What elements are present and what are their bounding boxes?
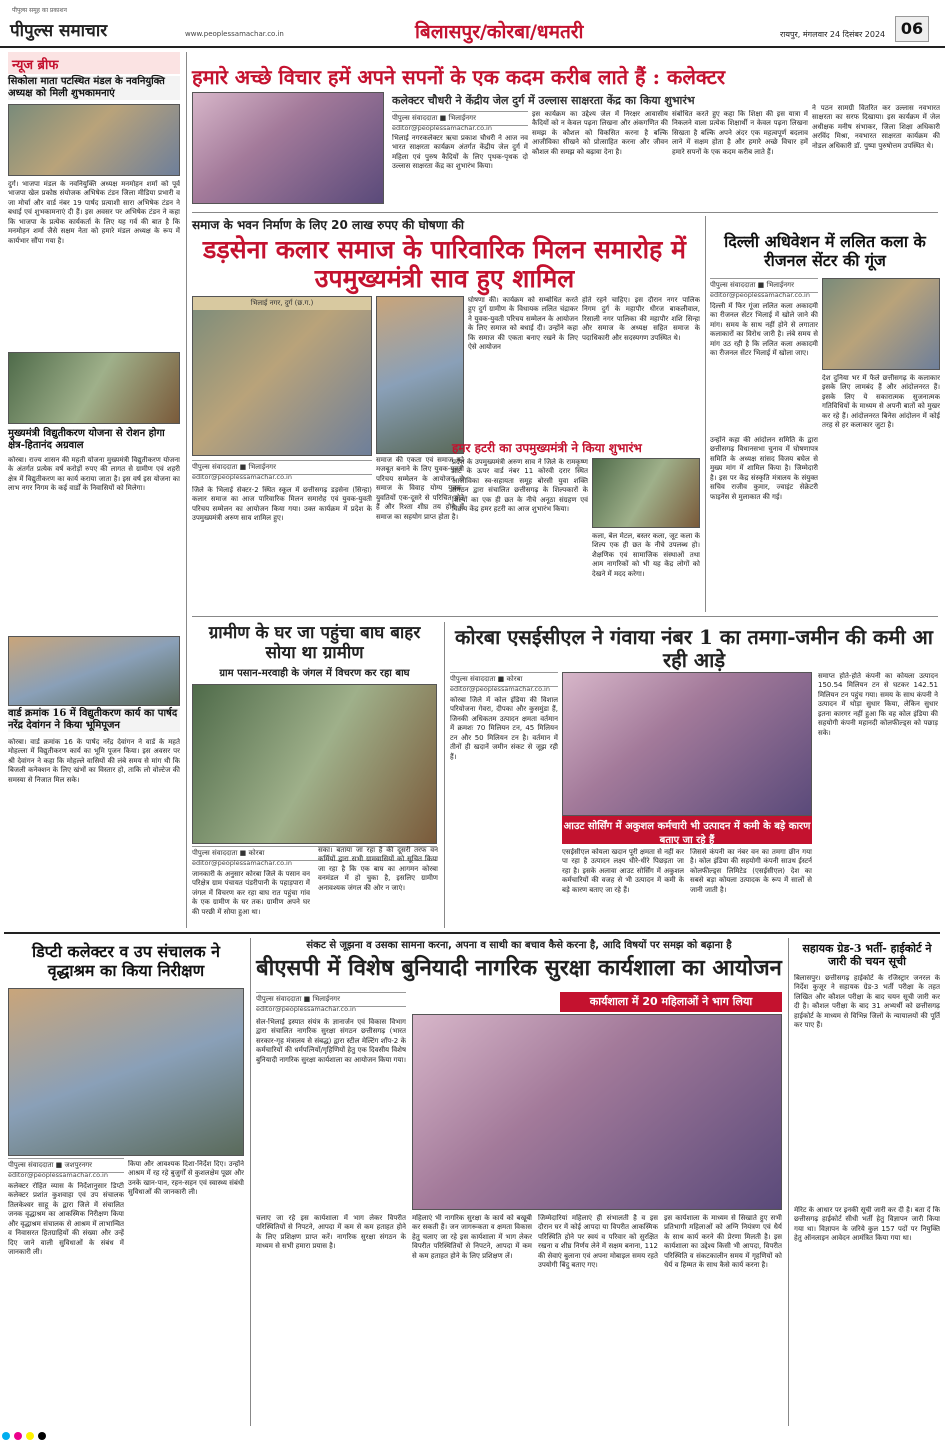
newspaper-logo: पीपुल्स समाचार [10,21,108,41]
lead-body-col3: संबोधित करते हुए कहा कि शिक्षा की इस यात्रा में निकलने वाला प्रत्येक शिक्षार्थी न केवल पढ़ना लिखना सिखता है बल्कि अपने अंदर एक महत्वपूर्ण बदलाव लाने में सक्षम होता है और हमारे अच्छे विचार हमें हमारे सपनों के एक कदम करीब लाते हैं। [672,110,808,156]
lead-byline: पीपुल्स संवाददाता [392,114,438,122]
family-kicker: समाज के भवन निर्माण के लिए 20 लाख रुपए की घोषणा की [192,218,465,232]
bsp-place: भिलाईनगर [312,995,340,1003]
oldage-email[interactable]: editor@peoplessamachar.co.in [8,1171,108,1179]
column-divider-5 [788,938,789,1426]
section-rule [192,212,938,213]
secl-email[interactable]: editor@peoplessamachar.co.in [450,685,550,693]
tiger-body-col2: सका। बताया जा रहा है की दूसरी तरफ वन कर्मियों द्वारा सभी ग्रामवासियों को सूचित किया जा रहा है कि एक बाघ का आगमन कोरबा वनमंडल में हो चुका है, इसलिए ग्रामीण अनावश्यक जंगल की ओर न जाएं। [318,846,438,892]
bsp-photo [412,1014,782,1210]
cyan-mark [2,1432,10,1440]
lead-byline-row: पीपुल्स संवाददाता ■ भिलाईनगर [392,111,528,126]
brief-item2-title: मुख्यमंत्री विद्युतीकरण योजना से रोशन होगा क्षेत्र-हितानंद अग्रवाल [8,428,165,451]
site-url[interactable]: www.peoplessamachar.co.in [185,30,284,38]
tiger-byline: पीपुल्स संवाददाता [192,849,238,857]
tiger-place: कोरबा [248,849,265,857]
delhi-email[interactable]: editor@peoplessamachar.co.in [710,291,810,299]
secl-place: कोरबा [506,675,523,683]
family-photo-2 [376,296,464,454]
brief-item1-title: सिकोला माता पटस्थित मंडल के नवनियुक्ति अध्यक्ष को मिली शुभकामनाएं [8,76,180,100]
family-body-col1: जिले के भिलाई सेक्टर-2 स्थित स्कूल में छत्तीसगढ़ डड़सेना (सिन्हा) कलार समाज का आज पारिवारिक मिलन समारोह एवं युवक-युवती परिचय सम्मेलन का आयोजन किया गया। उक्त कार्यक्रम में प्रदेश के उपमुख्यमंत्री अरुण साव शामिल हुए। [192,486,372,523]
bsp-sub-bar: कार्यशाला में 20 महिलाओं ने भाग लिया [560,992,782,1012]
column-divider-4 [250,938,251,1426]
bsp-email[interactable]: editor@peoplessamachar.co.in [256,1005,356,1013]
hc-body-1: बिलासपुर। छत्तीसगढ़ हाईकोर्ट के रजिस्ट्रार जनरल के निर्देश कुजूर ने सहायक ग्रेड-3 भर्ती परीक्षा के तहत लिखित और कौशल परीक्षा के बाद चयन सूची जारी कर दी है। कौशल परीक्षा के बाद 31 अभ्यर्थी को छत्तीसगढ़ हाईकोर्ट के माध्यम से विभिन्न जिलों के न्यायालयों की पूर्ति कर पाए हैं। [794,974,940,1030]
city-edition: बिलासपुर/कोरबा/धमतरी [415,21,584,43]
lead-headline: हमारे अच्छे विचार हमें अपने सपनों के एक कदम करीब लाते हैं : कलेक्टर [192,65,726,89]
page-number: 06 [895,16,929,42]
column-divider-3 [444,622,445,928]
delhi-byline-row: पीपुल्स संवाददाता ■ भिलाईनगर [710,278,818,293]
brief-header: न्यूज ब्रीफ [12,58,59,73]
family-body-col3: घोषणा की। कार्यक्रम को सम्बोधित करते हुए दुर्ग ग्रामीण के विधायक ललित चंद्राकर ने युवक-युवती परिचय सम्मेलन के आयोजन के लिए समाज को बधाई दी। उन्होंने कहा कि समाज की एकता बनाए रखने के लिए ऐसे आयोजन [468,296,578,352]
hc-headline: सहायक ग्रेड-3 भर्ती- हाईकोर्ट ने जारी की चयन सूची [802,942,932,969]
oldage-photo [8,988,244,1156]
family-email[interactable]: editor@peoplessamachar.co.in [192,473,292,481]
publisher-tag: पीपुल्स समूह का प्रकाशन [12,7,67,14]
brief-header-box [8,52,180,74]
lead-subhead: कलेक्टर चौधरी ने केंद्रीय जेल दुर्ग में उल्लास साक्षरता केंद्र का किया शुभारंभ [392,94,695,107]
section-rule-2 [192,616,938,617]
masthead [0,0,945,48]
delhi-body-col1: दिल्ली में फिर गूंजा ललित कला अकादमी का रीजनल सेंटर भिलाई में खोले जाने की मांग। समय के साथ नहीं होने से लगातार कलाकारों का विरोध जारी है। लंबे समय से मांग उठ रही है कि ललित कला अकादमी का रीजनल सेंटर भिलाई में खोला जाए। [710,302,818,358]
column-divider [186,52,187,928]
tiger-email[interactable]: editor@peoplessamachar.co.in [192,859,292,867]
family-body-col2: समाज की एकता एवं समाज को मजबूत बनाने के लिए युवक-युवती परिचय सम्मेलन के आयोजन से समाज के विवाह योग्य युवक-युवतियों एक-दूसरे से परिचित होते हैं और रिश्ता शीघ्र तय होने में समाज का सहयोग प्राप्त होता है। [376,456,464,521]
column-divider-2 [705,216,706,612]
family-photo [192,296,372,456]
bsp-byline-row: पीपुल्स संवाददाता ■ भिलाईनगर [256,992,406,1007]
bsp-body-col5: इस कार्यशाला के माध्यम से सिखाते हुए सभी प्रतिभागी महिलाओं को अग्नि नियंत्रण एवं धैर्य के साथ कार्य करने की प्रेरणा मिलती है। इस कार्यशाला का उद्देश्य किसी भी आपदा, विपरीत परिस्थिति व संकटकालीन समय में गृहणियों को धैर्य व हिम्मत के साथ कैसे कार्य करना है। [664,1214,782,1270]
delhi-headline: दिल्ली अधिवेशन में ललित कला के रीजनल सेंटर की गूंज [724,232,926,271]
brief-item1-body: दुर्ग। भाजपा मंडल के नवनियुक्ति अध्यक्ष मनमोहन शर्मा को पूर्व भाजपा खेल प्रकोष्ठ संयोजक अभिषेक टंडन जिला मीडिया प्रभारी व जा मोर्चा और वार्ड नंबर 19 पार्षद प्रत्याशी सारा अभिषेक टंडन ने बधाई एवं शुभकामनाएं दी हैं। इस अवसर पर अभिषेक टंडन ने कहा कि भाजपा के प्रत्येक कार्यकर्ता के लिए यह गर्व की बात है कि मनमोहन शर्मा जैसे सक्षम नेता को हमारे मंडल अध्यक्ष के रूप में कार्यभार सौंपा गया है। [8,180,180,245]
family-body-col4: होते रहने चाहिए। इस दौरान नगर पालिक निगम दुर्ग के महापौर धीरज बाकलीवाल, रिसाली नगर पालिका की महापौर शशि सिन्हा और समाज के अध्यक्ष सहित समाज के पदाधिकारी और सदस्यगण उपस्थित थे। [582,296,700,342]
lead-body-col4: ने पठन सामग्री वितरित कर उल्लास नवभारत साक्षरता का सरफ दिखाया। इस कार्यक्रम में जेल अधीक्षक मनीष संभाकर, जिला शिक्षा अधिकारी अरविंद मिश्रा, नवभारत साक्षरता कार्यक्रम की नोडल अधिकारी डॉ. पुष्पा पुरुषोत्तम उपस्थित थे। [812,104,940,150]
bsp-body-col2: चलाए जा रहे इस कार्यशाला में भाग लेकर विपरीत परिस्थितियों से निपटने, आपदा में कम से कम हताहत होने के लिए प्रशिक्षण प्राप्त करें। नागरिक सुरक्षा संगठन के माध्यम से सभी हमारा प्रयास है। [256,1214,406,1251]
family-byline-row: पीपुल्स संवाददाता ■ भिलाईनगर [192,460,372,475]
oldage-byline-row: पीपुल्स संवाददाता ■ जशपुरनगर [8,1158,124,1173]
dateline: रायपुर, मंगलवार 24 दिसंबर 2024 [780,30,886,39]
brief-item1-photo [8,104,180,176]
secl-byline: पीपुल्स संवाददाता [450,675,496,683]
lead-body-col2: इस कार्यक्रम का उद्देश्य जेल में निरक्षर आवासीय कैदियों को न केवल पढ़ना लिखना और अंकगणित की समझ के कौशल को विकसित करना है बल्कि आजीविका सीखने को प्रोत्साहित करना और जीवन कौशल की समझ को बढ़ावा देना है। [532,110,668,156]
delhi-body-col3: देश दुनिया भर में फैले छत्तीसगढ़ के कलाकार इसके लिए लामबंद हैं और आंदोलनरत हैं। इसके लिए ये सकारात्मक सुजनात्मक गतिविधियों के माध्यम से अपनी बातों को मुखर कर रहे हैं। आंदोलनरत बिनेस आंदोलन में कोई तरह से हर कलाकार जुटा है। [822,374,940,430]
lead-body-col1: भिलाई नगरकलेक्टर ऋचा प्रकाश चौधरी ने आज नव भारत साक्षरता कार्यक्रम अंतर्गत केंद्रीय जेल दुर्ग में महिला एवं पुरुष कैदियों के लिए पृथक-पृथक दो उल्लास साक्षरता केंद्र का शुभारंभ किया। [392,134,528,171]
brief-item2-body: कोरबा। राज्य शासन की महती योजना मुख्यमंत्री विद्युतीकरण योजना के अंतर्गत प्रत्येक वर्ष करोड़ों रुपए की लागत से ग्रामीण एवं शहरी क्षेत्र में विद्युतीकरण का कार्य कराया जाता है। इस वर्ष इस योजना का लाभ नगर निगम के कई वार्डों के निवासियों को मिलेगा। [8,456,180,493]
tiger-body-col1: जानकारी के अनुसार कोरबा जिले के पसान वन परिक्षेत्र ग्राम पंचायत पंडरीपानी के पहाड़पारा में जंगल में विचरण कर रहा बाघ रात पहुंचा गांव के एक ग्रामीण के घर तक। ग्रामीण अपने घर की परछी में सोया हुआ था। [192,870,310,916]
brief-item3-title: वार्ड क्रमांक 16 में विद्युतीकरण कार्य का पार्षद नरेंद्र देवांगन ने किया भूमिपूजन [8,708,180,732]
delhi-body-col2: उन्होंने कहा की आंदोलन समिति के द्वारा छत्तीसगढ़ विधानसभा चुनाव में घोषणापत्र समिति के अध्यक्ष सांसद विजय बघेल से मुख्य मांग में शामिल किया है। जिम्मेदारी है। इस पर केंद्र संस्कृति मंत्रालय के संयुक्त सचिव राजीव कुमार, ज्वाइंट सेक्रेटरी फाइनेंस से मुलाकात की गई। [710,436,818,501]
hatri-body: प्रदेश के उपमुख्यमंत्री अरुण साव ने जिले के रामकृष्ण मार्ट के ऊपर वार्ड नंबर 11 कोरवी दरार स्थित आजीविका स्व-सहायता समूह बोरसी युवा शक्ति संगठन द्वारा संचालित छत्तीसगढ़ के शिल्पकारों के शिल्पों का एक ही छत के नीचे अनूठा संग्रहण एवं विक्रय केंद्र हमर हटरी का आज शुभारंभ किया। [452,458,588,514]
bsp-byline: पीपुल्स संवाददाता [256,995,302,1003]
hatri-headline: हमर हटरी का उपमुख्यमंत्री ने किया शुभारंभ [452,441,642,455]
brief-item3-photo [8,636,180,706]
section-rule-3 [4,932,940,934]
brief-item2-photo [8,352,180,424]
secl-headline: कोरबा एसईसीएल ने गंवाया नंबर 1 का तमगा-जमीन की कमी आ रही आड़े [455,625,933,672]
secl-body-col2: एसईसीएल कोयला खदान पूरी क्षमता से नहीं कर पा रहा है उत्पादन लक्ष्य धीरे-धीरे पिछड़ता जा रहा है। इसके अलावा आउट सोर्सिंग में अकुशल कर्मचारियों की वजह से भी उत्पादन में कमी के बड़े कारण बताए जा रहे हैं। [562,848,684,894]
bsp-body-col1: सेल-भिलाई इस्पात संयंत्र के ज्ञानार्जन एवं विकास विभाग द्वारा संचालित नागरिक सुरक्षा संगठन छत्तीसगढ़ (भारत सरकार-गृह मंत्रालय से संबद्ध) द्वारा स्टील मेल्टिंग शॉप-2 के कर्मचारियों की धर्मपत्नियों/गृहिणियों हेतु एक दिवसीय विशेष बुनियादी नागरिक सुरक्षा कार्यशाला का आयोजन किया गया। [256,1018,406,1064]
hatri-photo [592,458,700,528]
secl-body-col3: जिससे कंपनी का नंबर वन का तमगा छीन गया है। कोल इंडिया की सहयोगी कंपनी साउथ ईस्टर्न कोलफील्ड्स लिमिटेड (एसईसीएल) देश का सबसे बड़ा कोयला उत्पादक के रूप में सालों से जानी जाती है। [690,848,812,894]
hc-body-2: मेरिट के आधार पर इनकी सूची जारी कर दी है। बता दें कि छत्तीसगढ़ हाईकोर्ट सीधी भर्ती हेतु विज्ञापन जारी किया गया था। विज्ञापन के जरिये कुल 157 पदों पर नियुक्ति हेतु ऑनलाइन आवेदन आमंत्रित किया गया था। [794,1206,940,1243]
brief-item3-body: कोरबा। वार्ड क्रमांक 16 के पार्षद नरेंद्र देवांगन ने वार्ड के महते मोहल्ला में विद्युतीकरण कार्य का भूमि पूजन किया। इस अवसर पर श्री देवांगन ने कहा कि मोहल्ले वासियों की लंबे समय से मांग थी कि बिजली कनेक्शन के लिए खंभों का विस्तार हो, ताकि लो वोल्टेज की समस्या से निजात मिल सके। [8,738,180,784]
yellow-mark [26,1432,34,1440]
family-headline: डड़सेना कलार समाज के पारिवारिक मिलन समारोह में उपमुख्यमंत्री साव हुए शामिल [202,235,686,293]
bsp-kicker: संकट से जूझना व उसका सामना करना, अपना व साथी का बचाव कैसे करना है, आदि विषयों पर समझ को बढ़ाना है [306,940,732,951]
oldage-place: जशपुरनगर [64,1161,93,1169]
oldage-body-col1: कलेक्टर रोहित व्यास के निर्देशानुसार डिप्टी कलेक्टर प्रशांत कुशवाहा एवं उप संचालक तिलकेश्वर साहू के द्वारा जिले में संचालित जनक वृद्धाश्रम का आकस्मिक निरीक्षण किया और वृद्धाश्रम संचालक से आश्रम में लाभान्वित व निवासरत हितग्राहियों की संख्या और उन्हें दिए जाने वाली सुविधाओं के संबंध में जानकारी ली। [8,1182,124,1257]
oldage-body-col2: किया और आवश्यक दिशा-निर्देश दिए। उन्होंने आश्रम में रह रहे बुजुर्गों से कुशलक्षेम पूछा और उनके खान-पान, रहन-सहन एवं स्वास्थ्य संबंधी सुविधाओं की जानकारी ली। [128,1160,244,1197]
tiger-photo [192,684,437,844]
tiger-headline: ग्रामीण के घर जा पहुंचा बाघ बाहर सोया था ग्रामीण [208,623,421,663]
secl-photo [562,672,812,816]
bsp-body-col4: जिम्मेदारियां महिलाएं ही संभालती है व इस दौरान घर में कोई आपदा या विपरीत आकस्मिक परिस्थिति होने पर स्वयं व परिवार को सुरक्षित रखना व शीघ्र निर्णय लेने में सक्षम बनाना, 112 की सेवाएं बुलाना एवं अपना मोबाइल समय रहते उपयोगी बिंदु बताए गए। [538,1214,658,1270]
secl-inset-title: आउट सोर्सिंग में अकुशल कर्मचारी भी उत्पादन में कमी के बड़े कारण बताए जा रहे हैं [562,816,812,844]
tiger-byline-row: पीपुल्स संवाददाता ■ कोरबा [192,846,437,861]
family-place: भिलाईनगर [248,463,276,471]
magenta-mark [14,1432,22,1440]
black-mark [38,1432,46,1440]
lead-photo [192,92,384,204]
print-registration-strip [0,1428,945,1442]
oldage-byline: पीपुल्स संवाददाता [8,1161,54,1169]
secl-byline-row: पीपुल्स संवाददाता ■ कोरबा [450,672,558,687]
oldage-headline: डिप्टी कलेक्टर व उप संचालक ने वृद्धाश्रम का किया निरीक्षण [31,942,221,981]
tiger-subhead: ग्राम पसान-मरवाही के जंगल में विचरण कर रहा बाघ [219,668,410,679]
secl-body-col4: समाप्त होते-होते कंपनी का कोयला उत्पादन 150.54 मिलियन टन से घटकर 142.51 मिलियन टन पहुंच गया। समय के साथ कंपनी ने उत्पादन में थोड़ा सुधार किया, लेकिन सुधार इतना कारगर नहीं हुआ कि वह कोल इंडिया की सहयोगी कंपनी महानदी कोलफील्ड्स को पछाड़ सके। [818,672,938,737]
bsp-body-col3: महिलाएं भी नागरिक सुरक्षा के कार्य को बखूबी कर सकती हैं। जन जागरूकता व क्षमता विकास हेतु चलाए जा रहे इस कार्यशाला में भाग लेकर विपरीत परिस्थितियों से निपटने, आपदा में कम से कम हताहत होने के लिए प्रशिक्षण लें। [412,1214,532,1260]
family-photo-banner: भिलाई नगर, दुर्ग (छ.ग.) [193,297,371,310]
delhi-photo [822,278,940,370]
delhi-place: भिलाईनगर [766,281,794,289]
family-byline: पीपुल्स संवाददाता [192,463,238,471]
secl-body-col1: कोरबा जिले में कोल इंडिया की विशाल परियोजना गेवरा, दीपका और कुसमुंडा हैं, जिनकी अधिकतम उत्पादन क्षमता वर्तमान में क्रमशः 70 मिलियन टन, 45 मिलियन टन और 50 मिलियन टन है। वर्तमान में तीनों ही खदानें जमीन संकट से जूझ रही हैं। [450,696,558,761]
delhi-byline: पीपुल्स संवाददाता [710,281,756,289]
bsp-headline: बीएसपी में विशेष बुनियादी नागरिक सुरक्षा कार्यशाला का आयोजन [256,955,782,981]
hatri-body-2: कला, बेल मेटल, बस्तर कला, जूट कला के शिल्प एक ही छत के नीचे उपलब्ध हो। शैक्षणिक एवं सामाजिक संस्थाओं तथा आम नागरिकों को भी यह केंद्र लोगों को देखने में मदद करेगा। [592,532,700,578]
lead-place: भिलाईनगर [448,114,476,122]
lead-email[interactable]: editor@peoplessamachar.co.in [392,124,492,132]
